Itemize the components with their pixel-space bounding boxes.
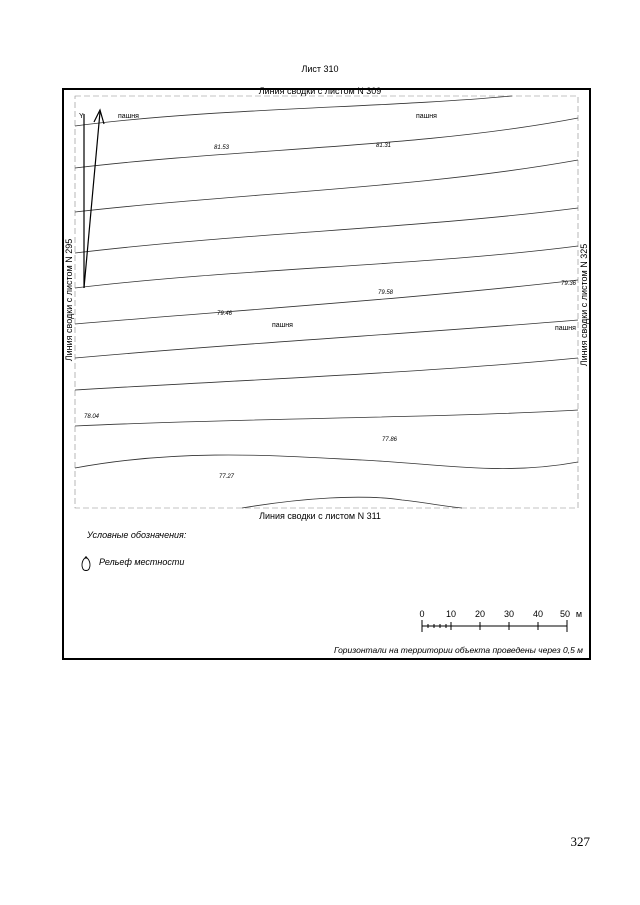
contour-line [242,497,462,508]
border-label-right: Линия сводки с листом N 325 [579,243,589,367]
survey-boundary [75,96,578,508]
elevation-label: 81.53 [214,145,230,151]
contour-line [75,280,578,324]
elevation-label: 79.58 [378,290,394,296]
land-use-label: пашня [272,322,293,329]
border-label-top: Линия сводки с листом N 309 [258,86,382,96]
north-arrow-icon [84,110,104,288]
scale-bar [415,606,585,636]
legend-title: Условные обозначения: [87,530,187,540]
contour-map [62,88,591,660]
legend-relief-label: Рельеф местности [99,557,185,567]
land-use-label: пашня [416,113,437,120]
contour-line [75,118,578,168]
scale-tick-label: 10 [445,609,457,619]
elevation-label: 79.46 [217,311,233,317]
land-use-label: пашня [555,325,576,332]
scale-tick-label: 0 [419,609,425,619]
sheet-title: Лист 310 [301,64,339,74]
relief-symbol-icon [80,556,92,572]
land-use-label: пашня [118,113,139,120]
scale-tick-label: 50 [559,609,571,619]
north-arrow-label: Y [79,113,84,120]
border-label-left: Линия сводки с листом N 295 [64,238,74,362]
contour-line [75,246,578,288]
contour-line [75,208,578,253]
page-number: 327 [570,834,590,849]
scale-tick-label: 30 [503,609,515,619]
scale-tick-label: 40 [532,609,544,619]
contour-line [75,455,578,469]
scale-tick-label: 20 [474,609,486,619]
elevation-label: 79.36 [561,281,577,287]
scale-unit: м [575,609,583,619]
elevation-label: 77.86 [382,437,398,443]
contour-line [75,320,578,358]
contour-line [75,410,578,426]
contour-line [75,96,512,126]
contour-interval-note: Горизонтали на территории объекта проведены через 0,5 м [333,645,583,655]
elevation-label: 78.04 [84,414,100,420]
contour-line [75,160,578,212]
elevation-label: 81.31 [376,143,392,149]
contour-line [75,358,578,390]
elevation-label: 77.27 [219,474,235,480]
border-label-bottom: Линия сводки с листом N 311 [259,511,381,521]
